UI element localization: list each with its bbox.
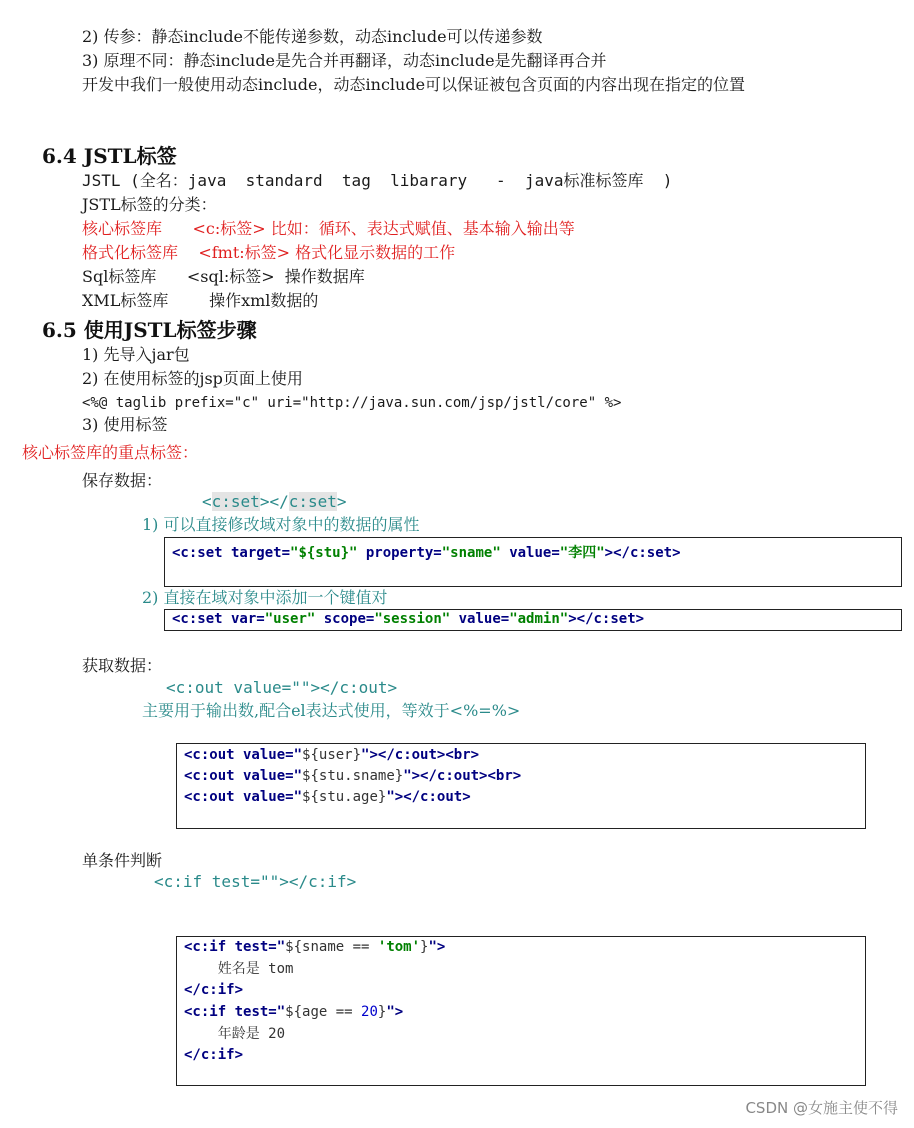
cout-syntax: <c:out value=""></c:out>: [166, 678, 398, 697]
code-cset-target: <c:set target="${stu}" property="sname" value="李四"></c:set>: [172, 545, 681, 561]
code-cset-var: <c:set var="user" scope="session" value="admin"></c:set>: [172, 611, 645, 627]
code-cif-line: 姓名是 tom: [184, 961, 294, 977]
core-tags-title: 核心标签库的重点标签：: [22, 443, 199, 462]
text-line: 1) 先导入jar包: [82, 345, 190, 364]
cset-syntax: <c:set></c:set>: [202, 492, 347, 511]
text-line: JSTL (全名：java standard tag libarary - java标准标签库 ): [82, 171, 673, 190]
text-line-fmt: 格式化标签库 <fmt:标签> 格式化显示数据的工作: [82, 243, 456, 262]
code-cout-line: <c:out value="${stu.sname}"></c:out><br>: [184, 768, 522, 784]
text-line-xml: XML标签库 操作xml数据的: [82, 291, 319, 310]
text-line: 3) 使用标签: [82, 415, 168, 434]
code-cif-line: </c:if>: [184, 982, 244, 998]
code-cif-line: 年龄是 20: [184, 1026, 286, 1042]
text-line: 2) 传参：静态include不能传递参数，动态include可以传递参数: [82, 27, 543, 46]
code-cif-line: <c:if test="${sname == 'tom'}">: [184, 939, 446, 955]
get-data-label: 获取数据：: [82, 656, 163, 675]
section-heading: 6.5 使用JSTL标签步骤: [42, 318, 257, 342]
save-data-label: 保存数据：: [82, 471, 163, 490]
csdn-watermark: CSDN @女施主使不得: [745, 1099, 898, 1117]
text-line-core: 核心标签库 <c:标签> 比如：循环、表达式赋值、基本输入输出等: [82, 219, 575, 238]
save-point-2: 2) 直接在域对象中添加一个键值对: [142, 588, 388, 607]
text-line: JSTL标签的分类：: [82, 195, 217, 214]
text-line: 2) 在使用标签的jsp页面上使用: [82, 369, 303, 388]
code-cif-line: <c:if test="${age == 20}">: [184, 1004, 404, 1020]
cout-description: 主要用于输出数,配合el表达式使用，等效于<%=%>: [142, 701, 521, 720]
save-point-1: 1) 可以直接修改域对象中的数据的属性: [142, 515, 420, 534]
text-line-sql: Sql标签库 <sql:标签> 操作数据库: [82, 267, 365, 286]
text-line: 开发中我们一般使用动态include，动态include可以保证被包含页面的内容出现在指定的位置: [82, 75, 746, 94]
code-cout-line: <c:out value="${stu.age}"></c:out>: [184, 789, 471, 805]
if-label: 单条件判断: [82, 851, 163, 870]
section-heading: 6.4 JSTL标签: [42, 144, 177, 168]
taglib-directive: <%@ taglib prefix="c" uri="http://java.sun.com/jsp/jstl/core" %>: [82, 395, 622, 411]
code-cout-line: <c:out value="${user}"></c:out><br>: [184, 747, 480, 763]
cif-syntax: <c:if test=""></c:if>: [154, 872, 357, 891]
code-cif-line: </c:if>: [184, 1047, 244, 1063]
text-line: 3) 原理不同：静态include是先合并再翻译，动态include是先翻译再合并: [82, 51, 607, 70]
